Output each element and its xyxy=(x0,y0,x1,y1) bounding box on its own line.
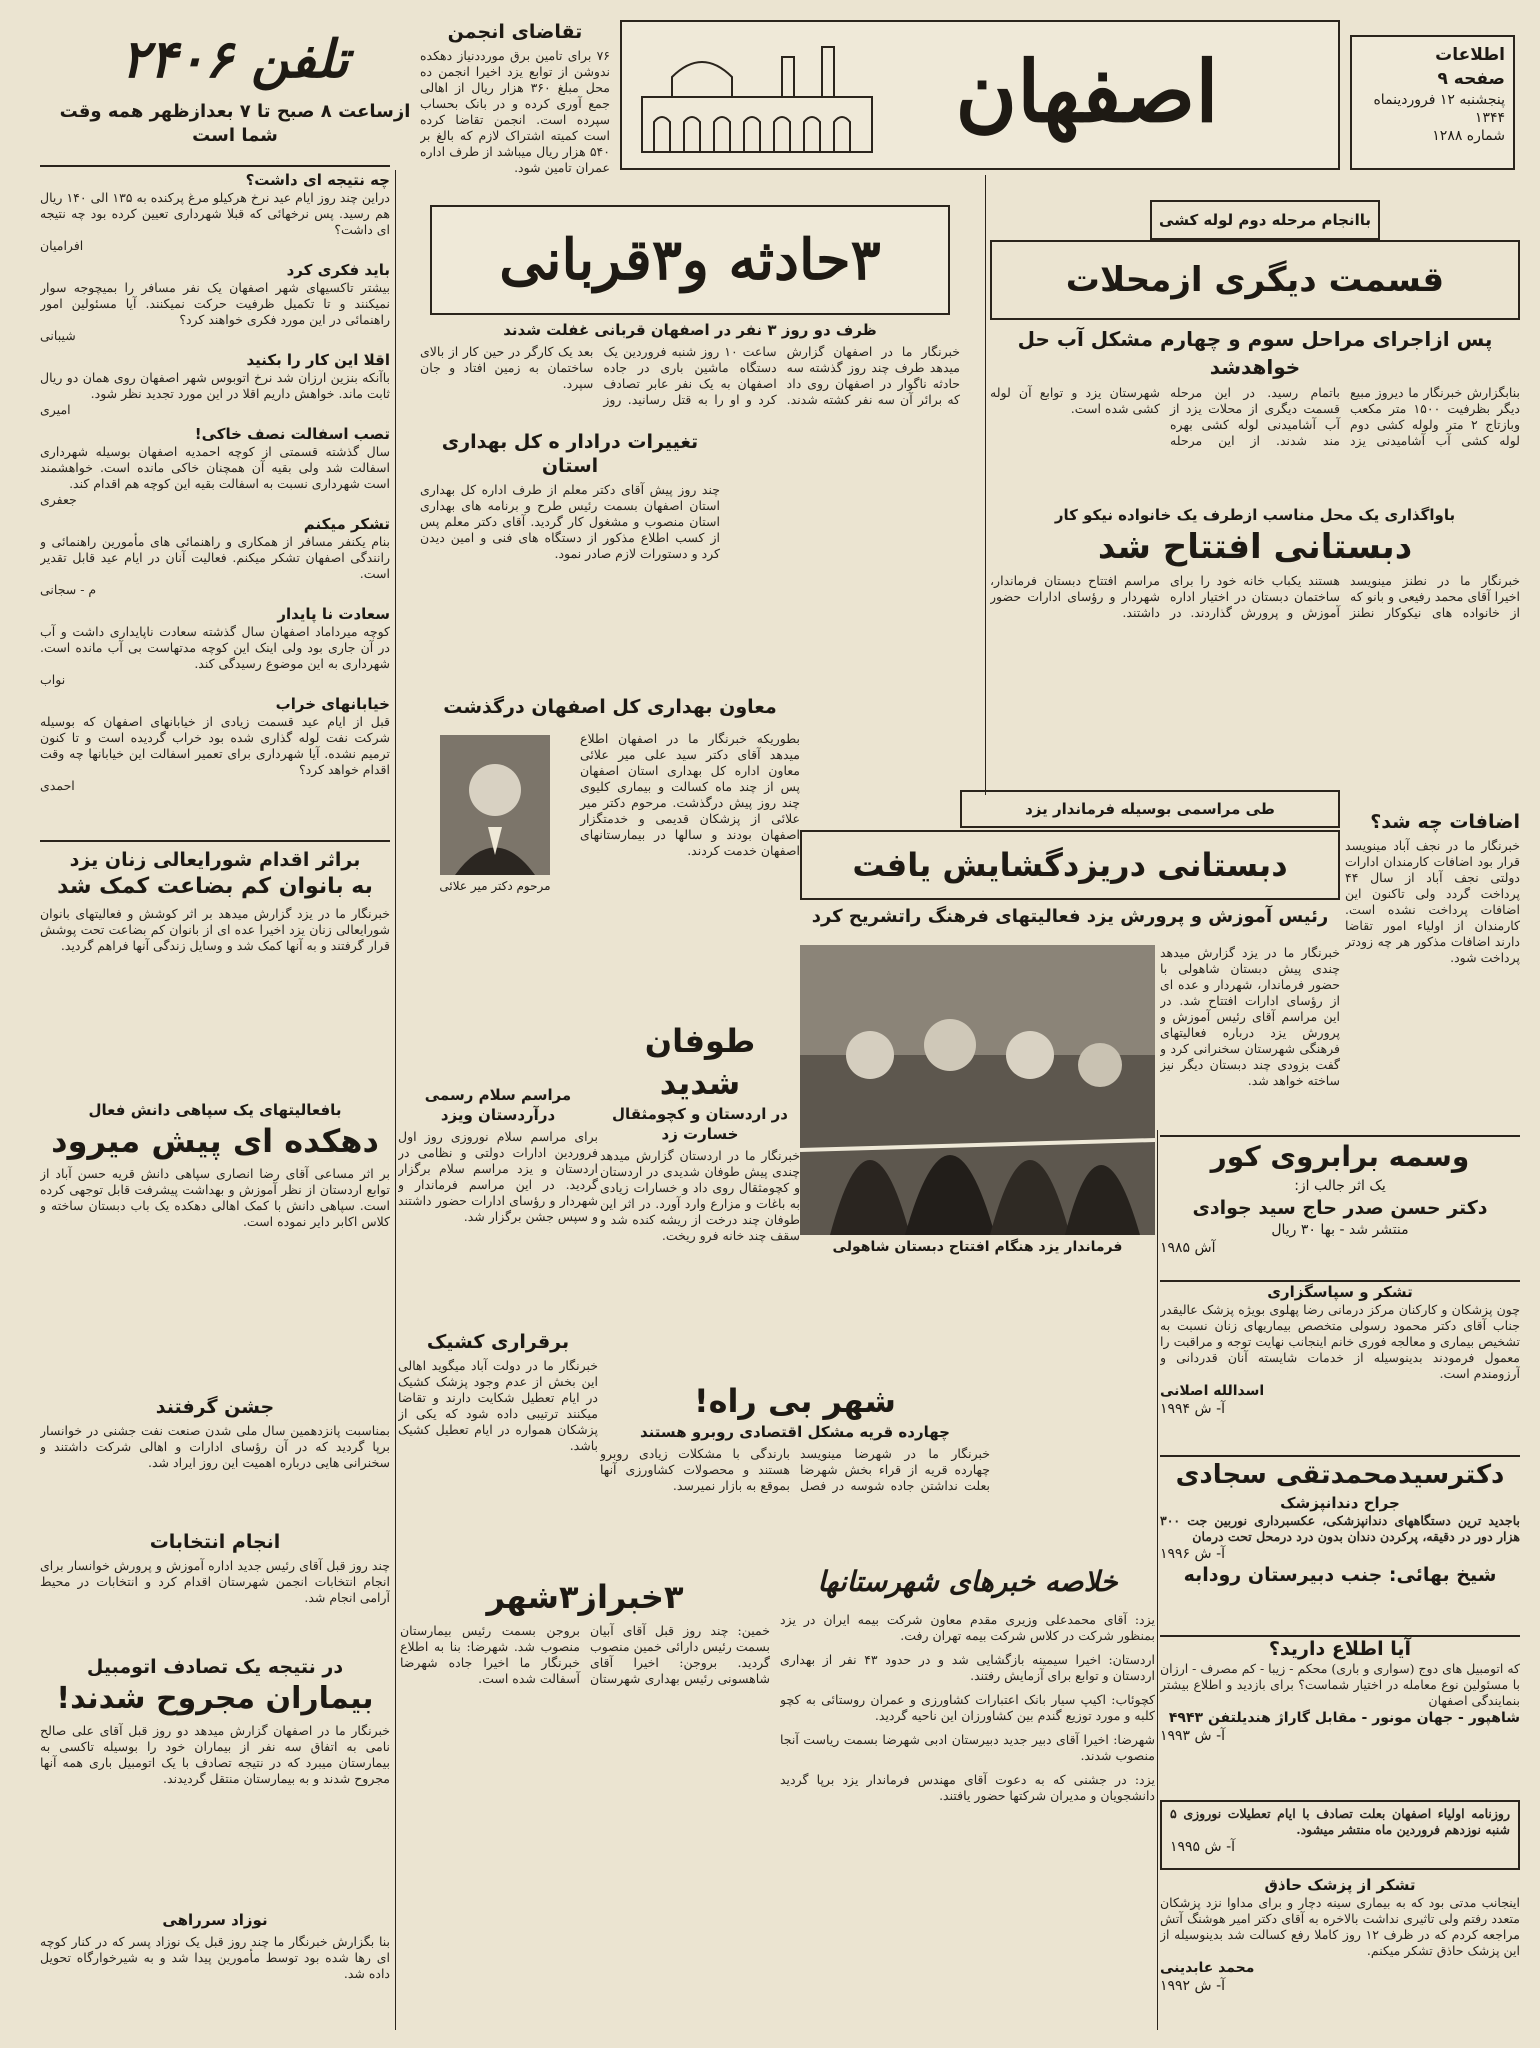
letter-item xyxy=(40,514,390,598)
letter-head: باید فکری کرد xyxy=(286,261,390,279)
notice-ref: آ- ش ۱۹۹۵ xyxy=(1170,1839,1236,1855)
baby-head: نوزاد سرراهی xyxy=(162,1911,268,1929)
school-body: خبرنگار ما در نطنز مینویسد اخیرا آقای محمد رفیعی و بانو که از خانواده های نیکوکار نطنز هستند یکباب خانه خود را برای ساختمان دبستان در اختیار اداره آموزش و پرورش گذاردند. در مراسم افتتاح دبستان فرماندار، شهردار و رؤسای ادارات حضور داشتند. xyxy=(990,573,1520,620)
salaam-body: برای مراسم سلام نوروزی روز اول فروردین ادارات دولتی و نظامی در اردستان و یزد مراسم سلام برگزار گردید. در این مراسم فرماندار و شهردار و رؤسای ادارات حضور داشتند و سپس جشن برگزار شد. xyxy=(398,1129,598,1224)
letter-head: سعادت نا پایدار xyxy=(277,605,390,623)
phone-number: تلفن ۲۴۰۶ xyxy=(121,30,349,90)
letter-head: خیابانهای خراب xyxy=(275,695,390,713)
pipe-head: قسمت دیگری ازمحلات xyxy=(1065,260,1445,300)
accident-head: ۳حادثه و۳قربانی xyxy=(499,227,881,293)
election-article xyxy=(40,1530,390,1650)
cities-head: خلاصه خبرهای شهرستانها xyxy=(817,1565,1118,1598)
letter-body: دراین چند روز ایام عید نرخ هرکیلو مرغ پرکنده به ۱۳۵ الی ۱۴۰ ریال هم رسید. پس نرخهائی که قبلا شهرداری تعیین کرده بود چه نتیجه ای داشت؟ xyxy=(40,190,390,237)
village-article xyxy=(40,1100,390,1390)
school2-sub: رئیس آموزش و پرورش یزد فعالیتهای فرهنگ راتشریح کرد xyxy=(811,906,1329,927)
village-kicker: بافعالیتهای یک سپاهی دانش فعال xyxy=(88,1101,342,1119)
deputy-head: معاون بهداری کل اصفهان درگذشت xyxy=(443,696,777,718)
letter-item xyxy=(40,350,390,418)
thanks2-head: تشکر از پزشک حاذق xyxy=(1264,1876,1416,1894)
book-ad-by: یک اثر جالب از: xyxy=(1294,1178,1386,1194)
thanks1-ad xyxy=(1160,1280,1520,1450)
letter-body: سال گذشته قسمتی از کوچه احمدیه اصفهان بوسیله شهرداری اسفالت شد ولی بقیه آن همچنان خاکی مانده است. خواهشمند است شهرداری نسبت به اسفالت بقیه این کوچه هم اقدام کند. xyxy=(40,444,390,491)
letter-item xyxy=(40,424,390,508)
cities-item: یزد: آقای محمدعلی وزیری مقدم معاون شرکت بیمه ایران در یزد بمنظور شرکت در کلاس شرکت بیمه تهران رفت. xyxy=(780,1612,1155,1643)
deputy-article xyxy=(420,695,800,995)
letter-head: چه نتیجه ای داشت؟ xyxy=(245,171,390,189)
anjoman-head: تقاضای انجمن xyxy=(447,21,583,43)
school2-subhead xyxy=(800,905,1340,945)
letter-body: کوچه میرداماد اصفهان سال گذشته سعادت ناپایداری داشت و آب در آن جاری بود ولی اینک این کوچه مدتهاست بی آب مانده است. شهرداری به این موضوع رسیدگی کند. xyxy=(40,624,390,671)
letter-sign: م - سجانی xyxy=(40,582,97,597)
women-body: خبرنگار ما در یزد گزارش میدهد بر اثر کوشش و فعالیتهای بانوان شورایعالی زنان یزد اخیرا عده ای از بانوان کم بضاعت تحت پوشش قرار گرفتند و به آنها کمک شد و وسایل زندگی آنها فراهم گردید. xyxy=(40,906,390,953)
letter-sign: امیری xyxy=(40,402,71,417)
health-body: چند روز پیش آقای دکتر معلم از طرف اداره کل بهداری استان اصفهان بسمت رئیس طرح و برنامه های بهداری استان منصوب و مشغول کار گردید. آقای دکتر معلم پس از کسب اطلاع مذکور از دستگاه های فنی و امین دیدن کرد و دستورات لازم صادر نمود. xyxy=(420,482,720,561)
shahrbi-article xyxy=(600,1380,990,1570)
pipe-headline-box xyxy=(990,240,1520,320)
thanks1-ref: آ- ش ۱۹۹۴ xyxy=(1160,1401,1226,1417)
school-kicker: باواگذاری یک محل مناسب ازطرف یک خانواده نیکو کار xyxy=(1054,506,1456,524)
thanks1-sign: اسدالله اصلانی xyxy=(1160,1383,1265,1399)
letter-body: بنام یکنفر مسافر از همکاری و راهنمائی های مأمورین راهنمائی و رانندگی اصفهان تشکر میکنم. فعالیت آنان در ایام عید قابل تقدیر است. xyxy=(40,534,390,581)
three-news-article xyxy=(400,1575,770,2025)
letter-item xyxy=(40,260,390,344)
car-ad-addr: شاهپور - جهان مونور - مقابل گاراژ هندیلتفن ۴۹۴۳ xyxy=(1168,1710,1520,1726)
thanks2-sign: محمد عابدینی xyxy=(1160,1960,1255,1976)
masthead xyxy=(620,20,1340,170)
deputy-portrait xyxy=(440,735,550,875)
thanks2-body: اینجانب مدتی بود که به بیماری سینه دچار و برای مداوا نزد پزشکان متعدد رفتم ولی تاثیری نداشت بالاخره به آقای دکتر امیر هوشنگ آتش مراجعه کردم که در ظرف ۱۲ روز کاملا رفع کسالت شد بدینوسیله از این پزشک حاذق تشکر میکنم. xyxy=(1160,1895,1520,1958)
women-article xyxy=(40,848,390,1098)
rule-left-mid xyxy=(40,840,390,842)
notice-box xyxy=(1160,1800,1520,1870)
issue-page: صفحه ۹ xyxy=(1437,69,1505,89)
dentist-sub: جراح دندانپزشک xyxy=(1280,1494,1400,1512)
accident-sub: ظرف دو روز ۳ نفر در اصفهان قربانی غفلت شدند xyxy=(503,321,877,339)
skyline-illustration xyxy=(632,37,882,157)
anjoman-article xyxy=(420,20,610,195)
accident-body: خبرنگار ما در اصفهان گزارش میدهد طرف چند روز گذشته سه حادثه ناگوار در اصفهان روی داد که برائر آن سه نفر کشته شدند. ساعت ۱۰ روز شنبه فروردین یک دستگاه ماشین باری در جاده اصفهان به یک نفر عابر تصادف کرد و او را به قتل رسانید. روز بعد یک کارگر در حین کار از بالای ساختمان به زمین افتاد و جان سپرد. xyxy=(420,344,960,407)
book-ad-ref: آش ۱۹۸۵ xyxy=(1160,1240,1216,1256)
book-ad xyxy=(1160,1135,1520,1275)
pipe-article xyxy=(990,325,1520,505)
pipe-sub: پس ازاجرای مراحل سوم و چهارم مشکل آب حل خواهدشد xyxy=(1017,327,1493,379)
car-ad-body: که اتومبیل های دوج (سواری و باری) محکم - زیبا - کم مصرف - ارزان با مسئولین نوع معامله در اختیار شماست؟ برای بازدید و اطلاع بیشتر بنمایندگی اصفهان xyxy=(1160,1661,1520,1708)
school2-photo xyxy=(800,945,1155,1235)
school2-body: خبرنگار ما در یزد گزارش میدهد چندی پیش دبستان شاهولی با حضور فرماندار، شهردار و عده ای از رؤسای ادارات افتتاح شد. در این مراسم آقای رئیس آموزش و پرورش یزد درباره فعالیتهای فرهنگی شهرستان سخنرانی کرد و گفت بزودی چند دبستان دیگر نیز ساخته خواهد شد. xyxy=(1160,945,1340,1088)
car-ad xyxy=(1160,1635,1520,1795)
letter-sign: شیبانی xyxy=(40,328,76,343)
column-rule xyxy=(985,175,986,795)
storm-head: طوفان شدید xyxy=(644,1022,756,1102)
three-news-body: خمین: چند روز قبل آقای آبیان بسمت رئیس دارائی خمین منصوب گردید. بروجن: اخیرا آقای شاهسونی رئیس بهداری شهرستان بروجن بسمت رئیس بیمارستان منصوب شد. شهرضا: بنا به اطلاع خبرنگار ما اخیرا جاده شهرضا آسفالت شده است. xyxy=(400,1623,770,1686)
issue-info-box xyxy=(1350,35,1515,170)
jashn-head: جشن گرفتند xyxy=(155,1396,275,1418)
column-rule xyxy=(1157,1130,1158,2030)
shahrbi-body: خبرنگار ما در شهرضا مینویسد چهارده قریه از قراء بخش شهرضا بعلت نداشتن جاده شوسه در فصل بارندگی با مشکلات زیادی روبرو هستند و محصولات کشاورزی آنها بموقع به بازار نمیرسد. xyxy=(600,1446,990,1493)
masthead-title: اصفهان xyxy=(955,42,1219,141)
letter-head: تشکر میکنم xyxy=(303,515,390,533)
letter-body: قبل از ایام عید قسمت زیادی از خیابانهای اصفهان که بوسیله شرکت نفت لوله گذاری شده بود خراب گردیده است و تا کنون ترمیم نشده. آیا شهرداری برای تعمیر اسفالت این خیابانها چه وقت اقدام خواهد کرد؟ xyxy=(40,714,390,777)
jashn-body: بمناسبت پانزدهمین سال ملی شدن صنعت نفت جشنی در خوانسار برپا گردید که در آن رؤسای ادارات و اهالی شرکت داشتند و سخنرانی هایی درباره اهمیت این روز ایراد شد. xyxy=(40,1423,390,1470)
kashik-head: برقراری کشیک xyxy=(426,1331,570,1353)
election-body: چند روز قبل آقای رئیس جدید اداره آموزش و پرورش خوانسار برای انجام انتخابات انجمن شهرستان اقدام کرد و انتخابات در محیط آرامی انجام شد. xyxy=(40,1558,390,1605)
thanks1-body: چون پزشکان و کارکنان مرکز درمانی رضا پهلوی بویژه پزشک عالیقدر جناب آقای دکتر محمود رسولی متخصص بیماریهای زنان نسبت به تشخیص بیماری و معالجه فوری خانم اینجانب نهایت توجه و مراقبت را معمول فرمودند بدینوسیله از خدمات شایسته آنان قدردانی و آرزومندم است. xyxy=(1160,1302,1520,1381)
shahrbi-head: شهر بی راه! xyxy=(693,1382,897,1420)
deputy-caption: مرحوم دکتر میر علائی xyxy=(439,879,551,893)
dentist-addr: شیخ بهائی: جنب دبیرستان رودابه xyxy=(1183,1564,1497,1586)
storm-body: خبرنگار ما در اردستان گزارش میدهد چندی پیش طوفان شدیدی در اردستان و کچومثقال روی داد و خسارات زیادی به باغات و مزارع وارد آورد. در اثر این طوفان چند درخت از ریشه کنده شد و سقف چند خانه فرو ریخت. xyxy=(600,1148,800,1243)
cities-item: کچوئاب: اکیپ سیار بانک اعتبارات کشاورزی و عمران روستائی به کچو کلبه و مورد توزیع گندم بین کشاورزان این ناحیه گردید. xyxy=(780,1692,1155,1723)
cities-item: یزد: در جشنی که به دعوت آقای مهندس فرماندار یزد برپا گردید دانشجویان و مدیران شرکتها حضور یافتند. xyxy=(780,1772,1155,1803)
thanks1-head: تشکر و سپاسگزاری xyxy=(1267,1283,1413,1301)
salaam-article xyxy=(398,1085,598,1325)
letter-sign: احمدی xyxy=(40,778,75,793)
school-article xyxy=(990,505,1520,805)
school2-kicker: طی مراسمی بوسیله فرماندار یزد xyxy=(1025,800,1275,818)
cities-article xyxy=(780,1560,1155,2030)
accident-headline-box xyxy=(430,205,950,315)
car-ad-head: آیا اطلاع دارید؟ xyxy=(1268,1638,1412,1660)
extras-head: اضافات چه شد؟ xyxy=(1370,811,1520,833)
cities-item: شهرضا: اخیرا آقای دبیر جدید دبیرستان ادبی شهرضا بسمت ریاست آنجا منصوب شدند. xyxy=(780,1732,1155,1763)
issue-date: پنجشنبه ۱۲ فروردینماه xyxy=(1373,92,1505,108)
letter-item xyxy=(40,604,390,688)
letter-item xyxy=(40,694,390,794)
election-head: انجام انتخابات xyxy=(149,1531,281,1553)
letter-item xyxy=(40,170,390,254)
phone-ad xyxy=(40,20,430,160)
storm-sub: در اردستان و کچومثقال خسارت زد xyxy=(612,1105,788,1143)
pipe-body: بنابگزارش خبرنگار ما دیروز مبیع دیگر بظرفیت ۱۵۰۰ متر مکعب وبازتاج ۲ متر ولوله کشی دوم لوله کشی آب آشامیدنی یزد باتمام رسید. در این مرحله قسمت دیگری از محلات یزد از آب آشامیدنی لوله کشی بهره مند شدند. از این مرحله شهرستان یزد و توابع آن لوله کشی شده است. xyxy=(990,385,1520,448)
women-sub: به بانوان کم بضاعت کمک شد xyxy=(57,874,373,899)
kashik-article xyxy=(398,1330,598,1530)
salaam-head: مراسم سلام رسمی درآردستان ویزد xyxy=(424,1086,572,1124)
letter-sign: افرامیان xyxy=(40,238,84,253)
shahrbi-sub: چهارده قریه مشکل اقتصادی روبرو هستند xyxy=(640,1423,950,1441)
school2-headline-box xyxy=(800,830,1340,900)
women-head: براثر اقدام شورایعالی زنان یزد xyxy=(69,849,361,871)
jashn-article xyxy=(40,1395,390,1525)
extras-body: خبرنگار ما در نجف آباد مینویسد قرار بود اضافات کارمندان ادارات دولتی نجف آباد از سال ۴۴ پرداخت گردد ولی تاکنون این اضافات پرداخت نشده است. کارمندان از اولیاء امور تقاضا دارند اضافات مذکور هر چه زودتر پرداخت شود. xyxy=(1345,838,1520,965)
cities-item: اردستان: اخیرا سیمینه بازگشایی شد و در حدود ۴۳ نفر از بهداری اردستان و توابع برای آزمایش رفتند. xyxy=(780,1652,1155,1683)
baby-article xyxy=(40,1910,390,2030)
notice-body: روزنامه اولیاء اصفهان بعلت تصادف با ایام تعطیلات نوروزی ۵ شنبه نوزدهم فروردین ماه منتشر میشود. xyxy=(1170,1806,1510,1837)
issue-year: ۱۳۴۴ xyxy=(1474,110,1505,126)
village-head: دهکده ای پیش میرود xyxy=(51,1122,379,1160)
opening-ceremony-image xyxy=(800,945,1155,1235)
baby-body: بنا بگزارش خبرنگار ما چند روز قبل یک نوزاد پسر که در کنار کوچه ای رها شده بود توسط مأمورین پیدا شد و به شیرخوارگاه تحویل داده شد. xyxy=(40,1934,390,1981)
school2-kicker-box xyxy=(960,790,1340,828)
letter-sign: جعفری xyxy=(40,492,77,507)
portrait-figure xyxy=(440,735,550,875)
anjoman-body: ۷۶ برای تامین برق مورددنیاز دهکده ندوشن از توابع یزد اخیرا انجمن ده محل مبلغ ۳۶۰ هزار ریال از اهالی جمع آوری کرده و در بانک بحساب سپرده است. انجمن تقاضا کرده است کمیته اشتراک لازم که بالغ بر ۵۴۰ هزار ریال میباشد از طرف اداره عمران تامین شود. xyxy=(420,48,610,175)
pipe-kicker-box xyxy=(1150,200,1380,240)
dentist-head: دکترسیدمحمدتقی سجادی xyxy=(1175,1460,1505,1490)
health-article xyxy=(420,430,720,700)
car-accident-article xyxy=(40,1655,390,1905)
letter-body: باآنکه بنزین ارزان شد نرخ اتوبوس شهر اصفهان روی همان دو ریال ثابت ماند. خواهش داریم اقلا در این مورد تجدید نظر شود. xyxy=(40,370,390,401)
three-news-head: ۳خبراز۳شهر xyxy=(486,1578,684,1616)
school2-caption: فرماندار یزد هنگام افتتاح دبستان شاهولی xyxy=(832,1239,1123,1255)
school2-head: دبستانی دریزدگشایش یافت xyxy=(852,846,1288,884)
letter-head: تصب اسفالت نصف خاکی! xyxy=(194,425,390,443)
kashik-body: خبرنگار ما در دولت آباد میگوید اهالی این بخش از عدم وجود پزشک کشیک در ایام تعطیل شکایت دارند و تقاضا میکنند ترتیبی داده شود که یکی از پزشکان همواره در ایام تعطیل کشیک باشد. xyxy=(398,1358,598,1453)
storm-article xyxy=(600,1020,800,1380)
dentist-ad xyxy=(1160,1455,1520,1630)
health-head: تغییرات درادار ه کل بهداری استان xyxy=(441,431,699,477)
phone-tagline: ازساعت ۸ صبح تا ۷ بعدازظهر همه وقت شما است xyxy=(59,101,411,146)
book-ad-price: منتشر شد - بها ۳۰ ریال xyxy=(1271,1222,1409,1238)
thanks2-ref: آ- ش ۱۹۹۲ xyxy=(1160,1978,1226,1994)
issue-paper: اطلاعات xyxy=(1435,45,1505,65)
rule-left-top xyxy=(40,165,390,167)
dentist-body: باجدید ترین دستگاههای دندانپزشکی، عکسبرداری نوربین جت ۳۰۰ هزار دور در دقیقه، پرکردن دندان بدون درد درمحل تحت درمان xyxy=(1160,1513,1520,1544)
book-ad-author: دکتر حسن صدر حاج سید جوادی xyxy=(1192,1197,1488,1219)
reader-letters-column xyxy=(40,170,390,835)
issue-number: شماره ۱۲۸۸ xyxy=(1432,128,1505,144)
dentist-ref: آ- ش ۱۹۹۶ xyxy=(1160,1546,1226,1562)
car-accident-body: خبرنگار ما در اصفهان گزارش میدهد دو روز قبل آقای علی صالح نامی به اتفاق سه نفر از بیماران خود را بوسیله تاکسی به بیمارستان میبرد که در نتیجه تصادف با یک اتومبیل باری همه آنها مجروح شدند و به بیمارستان منتقل گردیدند. xyxy=(40,1723,390,1786)
car-accident-kicker: در نتیجه یک تصادف اتومبیل xyxy=(86,1656,344,1678)
letter-sign: نواب xyxy=(40,672,66,687)
thanks2-ad xyxy=(1160,1875,1520,2035)
deputy-body: بطوریکه خبرنگار ما در اصفهان اطلاع میدهد آقای دکتر سید علی میر علائی معاون اداره کل بهداری استان اصفهان پس از چند ماه کسالت و بیماری کلیوی چند روز پیش درگذشت. مرحوم دکتر میر علائی از پزشکان قدیمی و خدمتگزار اصفهان بودند و سالها در بیمارستانهای اصفهان خدمت کردند. xyxy=(580,731,800,858)
letter-body: بیشتر تاکسیهای شهر اصفهان یک نفر مسافر را بمیچوجه سوار نمیکنند و تا تکمیل ظرفیت حرکت نمیکنند. آیا مسئولین امور راهنمائی در این مورد فکری خواهند کرد؟ xyxy=(40,280,390,327)
car-ad-ref: آ- ش ۱۹۹۳ xyxy=(1160,1728,1226,1744)
pipe-kicker: باانجام مرحله دوم لوله کشی xyxy=(1159,211,1371,229)
school-head: دبستانی افتتاح شد xyxy=(1097,527,1413,567)
letter-head: اقلا این کار را بکنید xyxy=(246,351,390,369)
car-accident-head: بیماران مجروح شدند! xyxy=(56,1681,374,1716)
column-rule xyxy=(395,170,396,2030)
extras-article xyxy=(1345,810,1520,1130)
book-ad-head: وسمه برابروی کور xyxy=(1210,1140,1470,1173)
village-body: بر اثر مساعی آقای رضا انصاری سپاهی دانش قریه حسن آباد از توابع اردستان از نظر آموزش و بهداشت پیشرفت قابل توجهی کرده است. سپاهی دانش با کمک اهالی دهکده یک باب دبستان ساخته و کلاس اکابر دایر نموده است. xyxy=(40,1166,390,1229)
